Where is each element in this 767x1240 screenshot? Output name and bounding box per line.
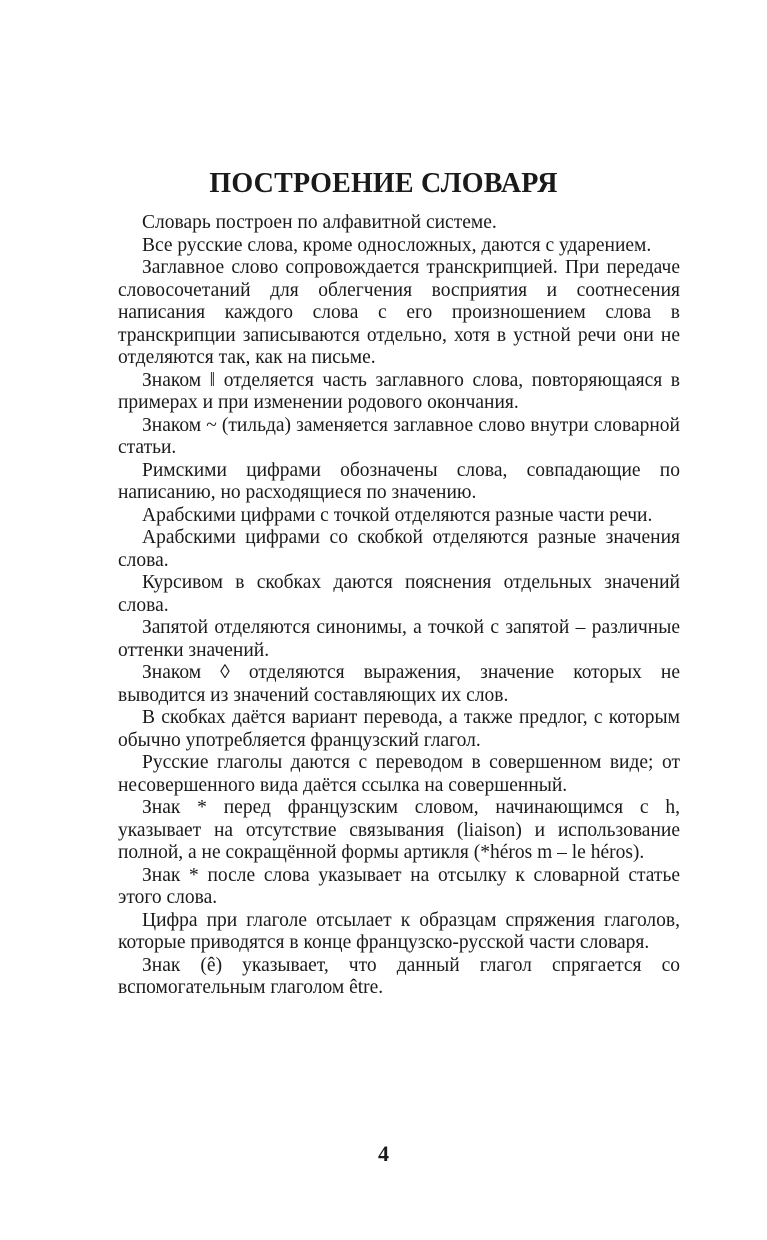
paragraph-verb-number: Цифра при глаголе отсылает к образцам спряжения глаголов, которые приводятся в конце французско-русской части словаря.: [118, 909, 680, 953]
paragraph-asterisk-after: Знак * после слова указывает на отсылку к словарной статье этого слова.: [118, 864, 680, 908]
paragraph-comma-semicolon: Запятой отделяются синонимы, а точкой с запятой – различные оттенки значений.: [118, 617, 680, 661]
paragraph-etre-sign: Знак (ê) указывает, что данный глагол спрягается со вспомогательным глаголом être.: [118, 954, 680, 998]
paragraph-transcription: Заглавное слово сопровождается транскрипцией. При передаче словосочетаний для облегчения восприятия и соотнесения написания каждого слова с его произношением слова в транскрипции записываются отдельно, хотя в устной речи они не отделяются так, как на письме.: [118, 257, 680, 368]
paragraph-italics: Курсивом в скобках даются пояснения отдельных значений слова.: [118, 572, 680, 616]
page-number: 4: [378, 1141, 389, 1166]
paragraph-double-bar-sign: Знаком ‖ отделяется часть заглавного слова, повторяющаяся в примерах и при изменении родового окончания.: [118, 369, 680, 413]
paragraph-arabic-bracket: Арабскими цифрами со скобкой отделяются разные значения слова.: [118, 527, 680, 571]
page-title: ПОСТРОЕНИЕ СЛОВАРЯ: [209, 168, 558, 199]
paragraph-stress: Все русские слова, кроме односложных, даются с ударением.: [142, 234, 652, 256]
body-text: [118, 212, 680, 1000]
paragraph-alphabetical-system: Словарь построен по алфавитной системе.: [142, 212, 497, 233]
paragraph-diamond-sign: Знаком ◊ отделяются выражения, значение которых не выводится из значений составляющих их слов.: [118, 662, 680, 706]
paragraph-roman-numerals: Римскими цифрами обозначены слова, совпадающие по написанию, но расходящиеся по значению.: [118, 459, 680, 503]
paragraph-asterisk-before: Знак * перед французским словом, начинающимся с h, указывает на отсутствие связывания (liaison) и использование полной, а не сокращённой формы артикля (*héros m – le héros).: [118, 797, 680, 863]
paragraph-russian-verbs: Русские глаголы даются с переводом в совершенном виде; от несовершенного вида даётся ссылка на совершенный.: [118, 752, 680, 796]
paragraph-brackets: В скобках даётся вариант перевода, а также предлог, с которым обычно употребляется французский глагол.: [118, 707, 680, 751]
paragraph-arabic-dot: Арабскими цифрами с точкой отделяются разные части речи.: [142, 504, 653, 526]
paragraph-tilde-sign: Знаком ~ (тильда) заменяется заглавное слово внутри словарной статьи.: [118, 414, 680, 458]
